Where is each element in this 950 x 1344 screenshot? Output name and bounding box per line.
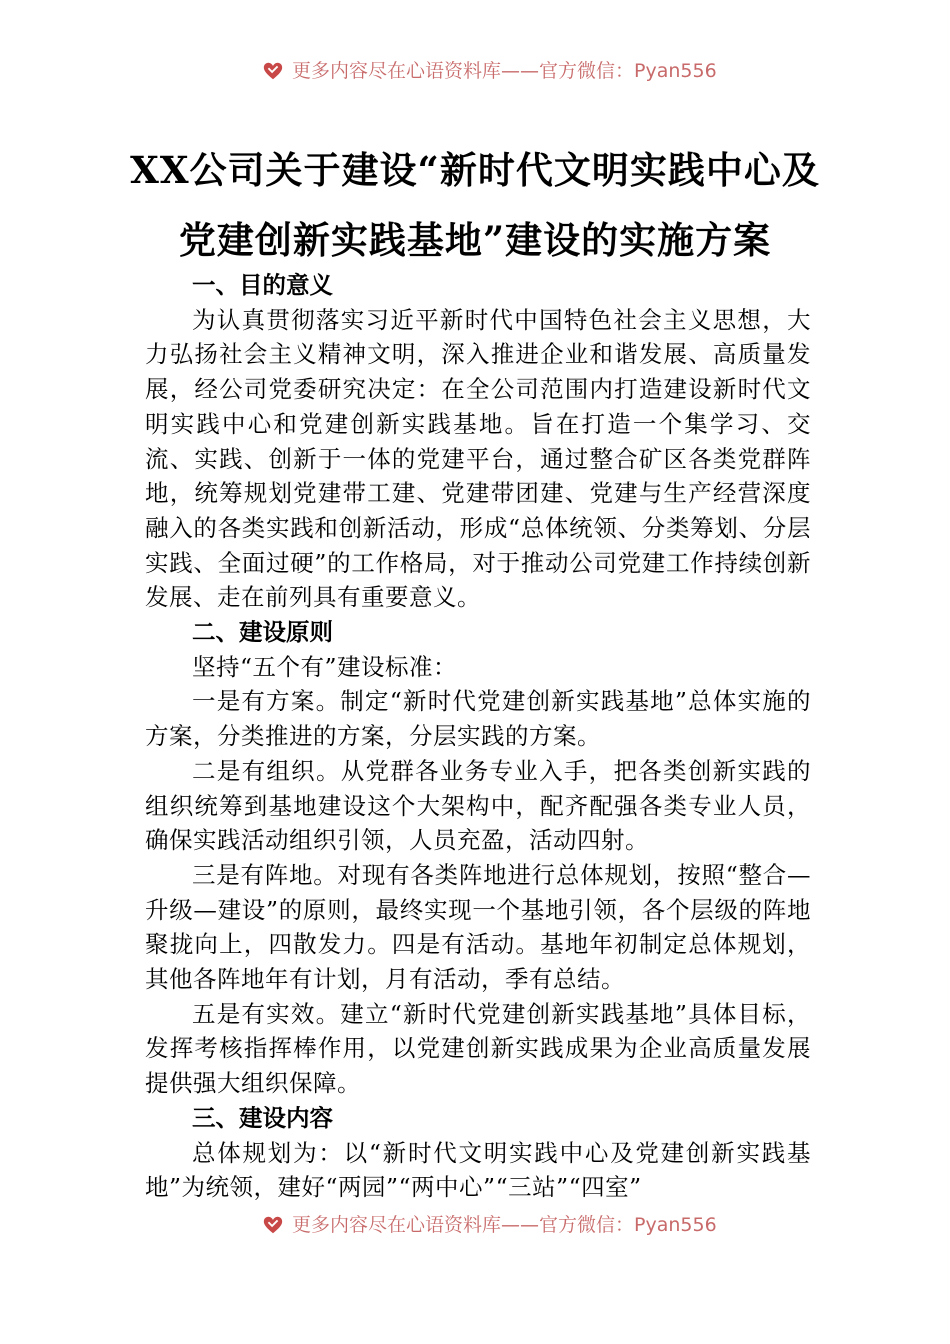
- section-heading: 三、建设内容: [192, 1103, 333, 1132]
- watermark-banner-top: [262, 58, 742, 84]
- watermark-text: 更多内容尽在心语资料库——官方微信：Pyan556: [292, 60, 717, 82]
- paragraph: 总体规划为：以“新时代文明实践中心及党建创新实践基地”为统领，建好“两园”“两中心”“三站”“四室”: [145, 1138, 811, 1202]
- paragraph: 一是有方案。制定“新时代党建创新实践基地”总体实施的方案，分类推进的方案，分层实践的方案。: [145, 687, 811, 751]
- paragraph: 坚持“五个有”建设标准：: [192, 652, 458, 681]
- section-heading: 二、建设原则: [192, 618, 333, 647]
- heart-logo-icon: [262, 60, 284, 82]
- paragraph: 三是有阵地。对现有各类阵地进行总体规划，按照“整合—升级—建设”的原则，最终实现一个基地引领，各个层级的阵地聚拢向上，四散发力。四是有活动。基地年初制定总体规划，其他各阵地年有计划，月有活动，季有总结。: [145, 860, 811, 994]
- section-heading: 一、目的意义: [192, 271, 333, 299]
- document-title-line-2: 党建创新实践基地”建设的实施方案: [178, 218, 772, 262]
- paragraph: 为认真贯彻落实习近平新时代中国特色社会主义思想，大力弘扬社会主义精神文明，深入推进企业和谐发展、高质量发展，经公司党委研究决定：在全公司范围内打造建设新时代文明实践中心和党建创新实践基地。旨在打造一个集学习、交流、实践、创新于一体的党建平台，通过整合矿区各类党群阵地，统筹规划党建带工建、党建带团建、党建与生产经营深度融入的各类实践和创新活动，形成“总体统领、分类筹划、分层实践、全面过硬”的工作格局，对于推动公司党建工作持续创新发展、走在前列具有重要意义。: [145, 305, 811, 612]
- heart-logo-icon: [262, 1214, 284, 1236]
- paragraph: 二是有组织。从党群各业务专业入手，把各类创新实践的组织统筹到基地建设这个大架构中，配齐配强各类专业人员，确保实践活动组织引领，人员充盈，活动四射。: [145, 756, 811, 855]
- watermark-banner-bottom: [262, 1212, 742, 1238]
- watermark-text: 更多内容尽在心语资料库——官方微信：Pyan556: [292, 1214, 717, 1236]
- document-title-line-1: XX公司关于建设“新时代文明实践中心及: [130, 148, 820, 192]
- paragraph: 五是有实效。建立“新时代党建创新实践基地”具体目标，发挥考核指挥棒作用，以党建创新实践成果为企业高质量发展提供强大组织保障。: [145, 999, 811, 1098]
- document-body: [145, 268, 811, 1205]
